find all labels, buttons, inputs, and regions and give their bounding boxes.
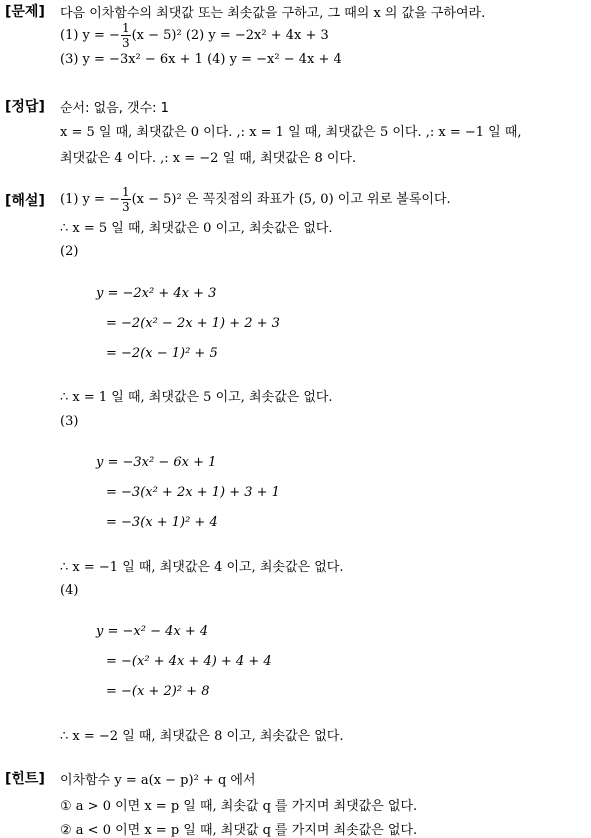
solution-part-2-conclusion: ∴ x = 1 일 때, 최댓값은 5 이고, 최솟값은 없다. bbox=[60, 390, 333, 405]
problem-line-2: (3) y = −3x² − 6x + 1 (4) y = −x² − 4x + 4 bbox=[60, 52, 342, 67]
solution-part-4-equation-1: y = −x² − 4x + 4 bbox=[96, 624, 209, 639]
solution-part-1 bbox=[60, 186, 451, 213]
hint-line-2: ① a > 0 이면 x = p 일 때, 최솟값 q 를 가지며 최댓값은 없다. bbox=[60, 799, 418, 814]
problem-fraction bbox=[121, 22, 131, 49]
solution-part-4-equation-2: = −(x² + 4x + 4) + 4 + 4 bbox=[106, 654, 272, 669]
solution-part-3-equation-1: y = −3x² − 6x + 1 bbox=[96, 455, 217, 470]
solution-fraction bbox=[121, 186, 131, 213]
solution-part-3-conclusion: ∴ x = −1 일 때, 최댓값은 4 이고, 최솟값은 없다. bbox=[60, 560, 344, 575]
solution-part-3-label: (3) bbox=[60, 414, 79, 429]
answer-line-1: 순서: 없음, 갯수: 1 bbox=[60, 101, 169, 116]
solution-part-1-conclusion: ∴ x = 5 일 때, 최댓값은 0 이고, 최솟값은 없다. bbox=[60, 221, 333, 236]
solution-fraction-denominator: 3 bbox=[121, 200, 130, 214]
solution-part-2-equation-3: = −2(x − 1)² + 5 bbox=[106, 346, 218, 361]
solution-part-2-label: (2) bbox=[60, 244, 79, 259]
solution-fraction-numerator: 1 bbox=[121, 185, 130, 199]
solution-part-4-conclusion: ∴ x = −2 일 때, 최댓값은 8 이고, 최솟값은 없다. bbox=[60, 729, 344, 744]
problem-instruction: 다음 이차함수의 최댓값 또는 최솟값을 구하고, 그 때의 x 의 값을 구하여라. bbox=[60, 6, 486, 21]
solution-part-4-label: (4) bbox=[60, 583, 79, 598]
answer-tag: [정답] bbox=[5, 99, 45, 115]
hint-line-1: 이차함수 y = a(x − p)² + q 에서 bbox=[60, 773, 256, 788]
answer-line-2: x = 5 일 때, 최댓값은 0 이다. ,: x = 1 일 때, 최댓값은 5 이다. ,: x = −1 일 때, bbox=[60, 125, 522, 140]
problem-fraction-numerator: 1 bbox=[121, 21, 130, 35]
problem-fraction-denominator: 3 bbox=[121, 36, 130, 50]
solution-part-4-equation-3: = −(x + 2)² + 8 bbox=[106, 684, 210, 699]
problem-line-1-suffix: (x − 5)² (2) y = −2x² + 4x + 3 bbox=[131, 28, 329, 43]
solution-part-1-suffix: (x − 5)² 은 꼭짓점의 좌표가 (5, 0) 이고 위로 볼록이다. bbox=[131, 192, 451, 207]
solution-tag: [해설] bbox=[5, 193, 45, 209]
hint-line-3: ② a < 0 이면 x = p 일 때, 최댓값 q 를 가지며 최솟값은 없다. bbox=[60, 823, 418, 838]
problem-line-1-prefix: (1) y = − bbox=[60, 28, 120, 43]
solution-part-2-equation-2: = −2(x² − 2x + 1) + 2 + 3 bbox=[106, 316, 280, 331]
solution-part-3-equation-3: = −3(x + 1)² + 4 bbox=[106, 515, 218, 530]
problem-tag: [문제] bbox=[5, 4, 45, 20]
solution-part-3-equation-2: = −3(x² + 2x + 1) + 3 + 1 bbox=[106, 485, 280, 500]
solution-part-2-equation-1: y = −2x² + 4x + 3 bbox=[96, 286, 217, 301]
problem-line-1 bbox=[60, 22, 329, 49]
solution-part-1-prefix: (1) y = − bbox=[60, 192, 120, 207]
hint-tag: [힌트] bbox=[5, 771, 45, 787]
answer-line-3: 최댓값은 4 이다. ,: x = −2 일 때, 최댓값은 8 이다. bbox=[60, 151, 357, 166]
